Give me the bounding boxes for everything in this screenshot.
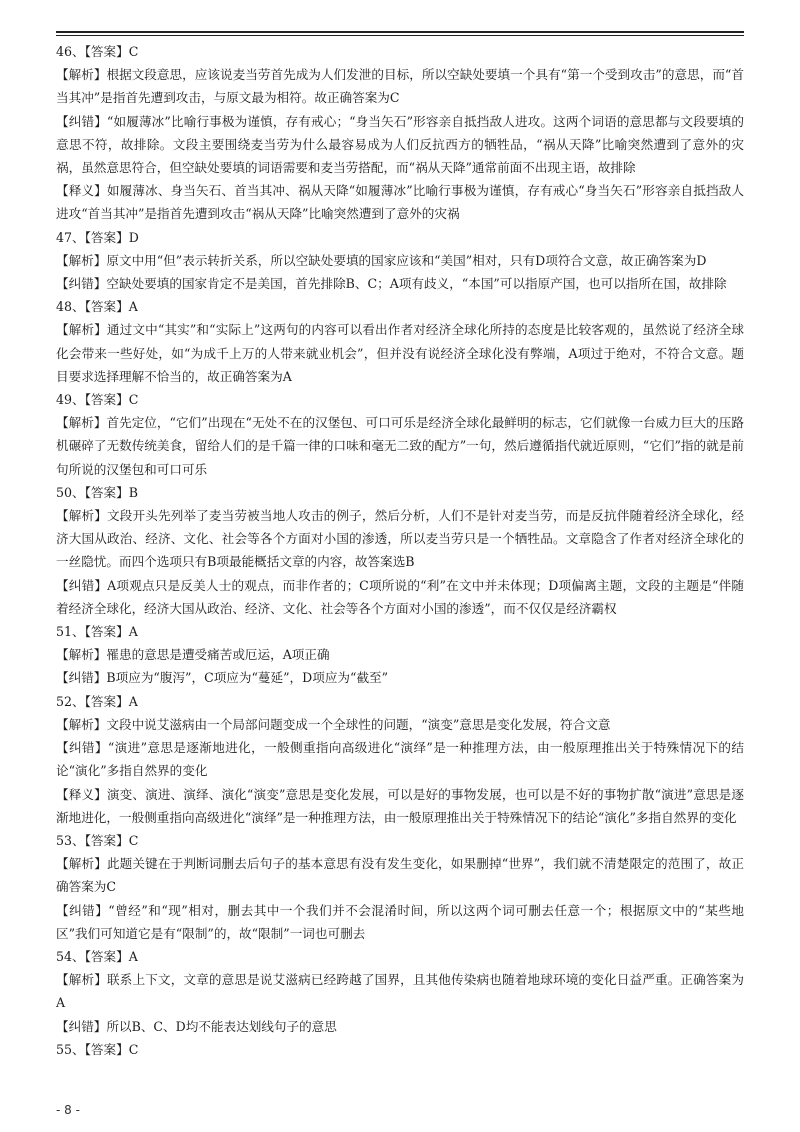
q55-answer: 55、【答案】C [56, 1041, 139, 1057]
answer-explanations [56, 40, 744, 1061]
q51-correction: 【纠错】B项应为“腹泻”，C项应为“蔓延”，D项应为“截至” [56, 670, 389, 686]
q46-correction: 【纠错】“如履薄冰”比喻行事极为谨慎，存有戒心；“身当矢石”形容亲自抵挡敌人进攻。这两个词语的意思都与文段要填的意思不符，故排除。文段主要围绕麦当劳为什么最容易成为人们反抗西方的牺牲品，“祸从天降”比喻突然遭到了意外的灾祸，虽然意思符合，但空缺处要填的词语需要和麦当劳搭配，而“祸从天降”通常前面不出现主语，故排除 [56, 113, 744, 176]
q51-analysis: 【解析】罹患的意思是遭受痛苦或厄运，A项正确 [56, 647, 330, 663]
q52-analysis: 【解析】文段中说艾滋病由一个局部问题变成一个全球性的问题，“演变”意思是变化发展，符合文意 [56, 716, 611, 732]
q54-correction: 【纠错】所以B、C、D均不能表达划线句子的意思 [56, 1018, 337, 1034]
q46-analysis: 【解析】根据文段意思，应该说麦当劳首先成为人们发泄的目标，所以空缺处要填一个具有“第一个受到攻击”的意思，而“首当其冲”是指首先遭到攻击，与原文最为相符。故正确答案为C [56, 67, 744, 106]
q48-answer: 48、【答案】A [56, 299, 138, 315]
q52-correction: 【纠错】“演进”意思是逐渐地进化，一般侧重指向高级进化“演绎”是一种推理方法，由一般原理推出关于特殊情况下的结论“演化”多指自然界的变化 [56, 740, 744, 779]
q49-answer: 49、【答案】C [56, 392, 139, 408]
q54-analysis: 【解析】联系上下文，文章的意思是说艾滋病已经跨越了国界，且其他传染病也随着地球环境的变化日益严重。正确答案为A [56, 972, 744, 1011]
q47-correction: 【纠错】空缺处要填的国家肯定不是美国，首先排除B、C；A项有歧义，“本国”可以指原产国，也可以指所在国，故排除 [56, 276, 727, 292]
q47-answer: 47、【答案】D [56, 229, 139, 245]
header-rule-thick [56, 31, 744, 33]
q50-analysis: 【解析】文段开头先列举了麦当劳被当地人攻击的例子，然后分析，人们不是针对麦当劳，而是反抗伴随着经济全球化，经济大国从政治、经济、文化、社会等各个方面对小国的渗透，所以麦当劳只是一个牺牲品。文章隐含了作者对经济全球化的一丝隐忧。而四个选项只有B项最能概括文章的内容，故答案选B [56, 508, 744, 570]
q47-analysis: 【解析】原文中用“但”表示转折关系，所以空缺处要填的国家应该和“美国”相对，只有D项符合文意，故正确答案为D [56, 252, 707, 268]
q51-answer: 51、【答案】A [56, 624, 138, 640]
q48-analysis: 【解析】通过文中“其实”和“实际上”这两句的内容可以看出作者对经济全球化所持的态度是比较客观的，虽然说了经济全球化会带来一些好处，如“为成千上万的人带来就业机会”，但并没有说经济全球化没有弊端，A项过于绝对，不符合文意。题目要求选择理解不恰当的，故正确答案为A [56, 322, 744, 384]
q50-answer: 50、【答案】B [56, 484, 138, 500]
q52-answer: 52、【答案】A [56, 693, 138, 709]
q53-answer: 53、【答案】C [56, 832, 139, 848]
q49-analysis: 【解析】首先定位，“它们”出现在“无处不在的汉堡包、可口可乐是经济全球化最鲜明的标志，它们就像一台威力巨大的压路机碾碎了无数传统美食，留给人们的是千篇一律的口味和毫无二致的配方”一句，然后遵循指代就近原则，“它们”指的就是前句所说的汉堡包和可口可乐 [56, 415, 744, 477]
q52-definition: 【释义】演变、演进、演绎、演化“演变”意思是变化发展，可以是好的事物发展，也可以是不好的事物扩散“演进”意思是逐渐地进化，一般侧重指向高级进化“演绎”是一种推理方法，由一般原理推出关于特殊情况下的结论“演化”多指自然界的变化 [56, 786, 744, 825]
q46-definition: 【释义】如履薄冰、身当矢石、首当其冲、祸从天降“如履薄冰”比喻行事极为谨慎，存有戒心“身当矢石”形容亲自抵挡敌人进攻“首当其冲”是指首先遭到攻击“祸从天降”比喻突然遭到了意外的灾祸 [56, 183, 744, 222]
q46-answer: 46、【答案】C [56, 44, 139, 59]
q53-analysis: 【解析】此题关键在于判断词删去后句子的基本意思有没有发生变化，如果删掉“世界”，我们就不清楚限定的范围了，故正确答案为C [56, 856, 744, 895]
q50-correction: 【纠错】A项观点只是反美人士的观点，而非作者的；C项所说的“利”在文中并未体现；D项偏离主题，文段的主题是“伴随着经济全球化，经济大国从政治、经济、文化、社会等各个方面对小国的渗透”，而不仅仅是经济霸权 [56, 577, 744, 616]
header-rule-thin [56, 35, 744, 36]
q54-answer: 54、【答案】A [56, 948, 138, 964]
page-number: - 8 - [56, 1103, 80, 1117]
q53-correction: 【纠错】“曾经”和“现”相对，删去其中一个我们并不会混淆时间，所以这两个词可删去任意一个；根据原文中的“某些地区”我们可知道它是有“限制”的，故“限制”一词也可删去 [56, 902, 744, 941]
